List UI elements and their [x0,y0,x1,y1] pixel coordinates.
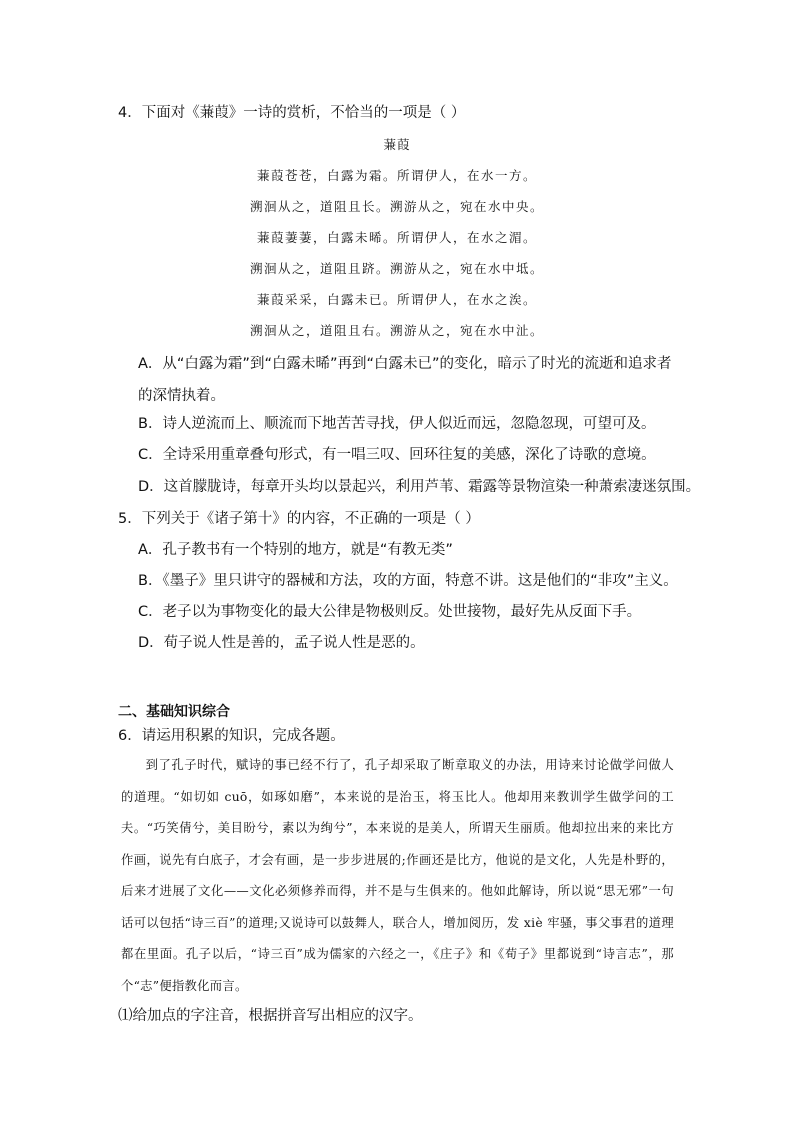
poem-line: 蒹葭采采，白露未已。所谓伊人，在水之涘。 [256,292,537,307]
q4-option-d: D．这首朦胧诗，每章开头均以景起兴，利用芦苇、霜露等景物渲染一种萧索凄迷氛围。 [138,479,701,495]
poem-line: 溯洄从之，道阻且右。溯游从之，宛在水中沚。 [249,323,544,338]
q4-option-a: A．从“白露为霜”到“白露未晞”再到“白露未已”的变化，暗示了时光的流逝和追求者的深情执着。 [138,356,672,404]
poem-title: 蒹葭 [383,137,411,152]
q5-option-a: A．孔子教书有一个特别的地方，就是“有教无类” [138,542,453,558]
reading-passage: 到了孔子时代，赋诗的事已经不行了，孔子却采取了断章取义的办法，用诗来讨论做学问做人的道理。“如切如 cuō，如琢如磨”，本来说的是治玉，将玉比人。他却用来教训学生做学问的工夫。“巧笑倩兮，美目盼兮，素以为绚兮”，本来说的是美人，所谓天生丽质。他却拉出来的来比方作画，说先有白底子，才会有画，是一步步进展的;作画还是比方，他说的是文化，人先是朴野的，后来才进展了文化——文化必须修养而得，并不是与生俱来的。他如此解诗，所以说“思无邪”一句话可以包括“诗三百”的道理;又说诗可以鼓舞人，联合人，增加阅历，发 xiè 牢骚，事父事君的道理都在里面。孔子以后，“诗三百”成为儒家的六经之一，《庄子》和《荀子》里都说到“诗言志”，那个“志”便指教化而言。 [121,758,674,993]
section-heading: 二、基础知识综合 [118,704,230,720]
question-4-stem: 4．下面对《蒹葭》一诗的赏析，不恰当的一项是（ ） [118,105,466,121]
q5-option-b: B．《墨子》里只讲守的器械和方法，攻的方面，特意不讲。这是他们的“非攻”主义。 [138,573,678,589]
q5-option-c: C．老子以为事物变化的最大公律是物极则反。处世接物，最好先从反面下手。 [138,604,642,620]
poem-line: 溯洄从之，道阻且长。溯游从之，宛在水中央。 [249,199,544,214]
q4-option-b: B．诗人逆流而上、顺流而下地苦苦寻找，伊人似近而远，忽隐忽现，可望可及。 [138,416,656,432]
question-6-stem: 6．请运用积累的知识，完成各题。 [118,728,345,744]
poem-line: 蒹葭苍苍，白露为霜。所谓伊人，在水一方。 [256,168,537,183]
poem-line: 溯洄从之，道阻且跻。溯游从之，宛在水中坻。 [249,261,544,276]
poem-line: 蒹葭萋萋，白露未晞。所谓伊人，在水之湄。 [256,230,537,245]
q5-option-d: D．荀子说人性是善的，孟子说人性是恶的。 [138,635,425,651]
sub-question-1: ⑴给加点的字注音，根据拼音写出相应的汉字。 [118,1008,423,1024]
q4-option-c: C．全诗采用重章叠句形式，有一唱三叹、回环往复的美感，深化了诗歌的意境。 [138,447,656,463]
question-5-stem: 5．下列关于《诸子第十》的内容，不正确的一项是（ ） [118,511,480,527]
